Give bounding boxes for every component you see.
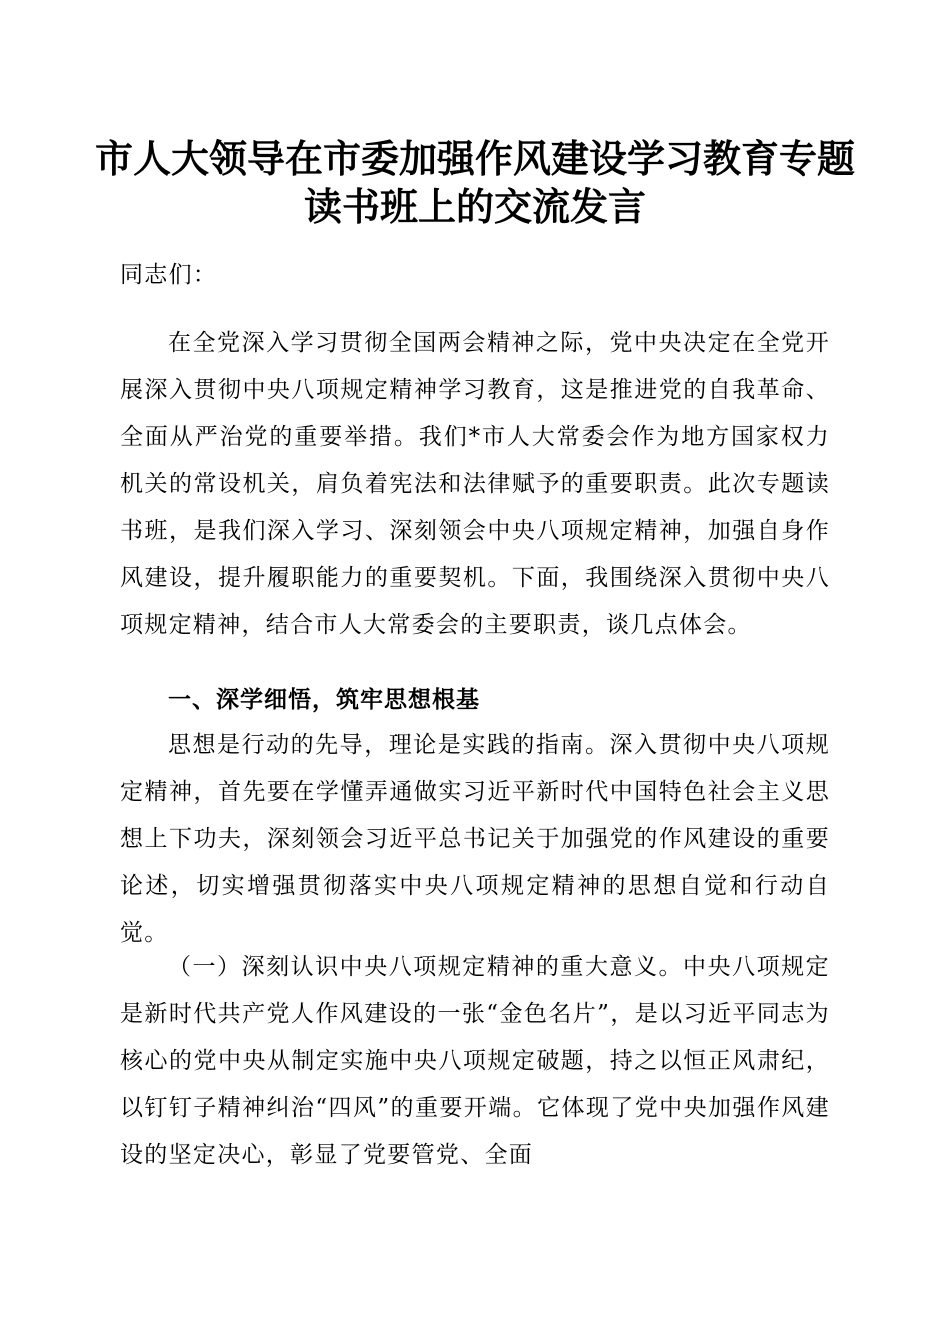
document-title-line2: 读书班上的交流发言 (303, 184, 646, 229)
subsection-1-heading: （一）深刻认识中央八项规定精神的重大意义。 (168, 954, 684, 980)
document-title-line1: 市人大领导在市委加强作风建设学习教育专题 (94, 136, 855, 181)
subsection-1-text: 中央八项规定是新时代共产党人作风建设的一张“金色名片”，是以习近平同志为核心的党中央从制定实施中央八项规定破题，持之以恒正风肃纪，以钉钉子精神纠治“四风”的重要开端。它体现了党中央加强作风建设的坚定决心，彰显了党要管党、全面 (120, 954, 830, 1168)
salutation: 同志们： (120, 262, 218, 288)
paragraph-section1-intro: 思想是行动的先导，理论是实践的指南。深入贯彻中央八项规定精神，首先要在学懂弄通做实习近平新时代中国特色社会主义思想上下功夫，深刻领会习近平总书记关于加强党的作风建设的重要论述，切实增强贯彻落实中央八项规定精神的思想自觉和行动自觉。 (120, 732, 830, 946)
section-heading-1: 一、深学细悟，筑牢思想根基 (168, 687, 480, 713)
paragraph-subsection-1 (120, 944, 830, 1179)
paragraph-intro: 在全党深入学习贯彻全国两会精神之际，党中央决定在全党开展深入贯彻中央八项规定精神学习教育，这是推进党的自我革命、全面从严治党的重要举措。我们*市人大常委会作为地方国家权力机关的常设机关，肩负着宪法和法律赋予的重要职责。此次专题读书班，是我们深入学习、深刻领会中央八项规定精神，加强自身作风建设，提升履职能力的重要契机。下面，我围绕深入贯彻中央八项规定精神，结合市人大常委会的主要职责，谈几点体会。 (120, 330, 830, 638)
